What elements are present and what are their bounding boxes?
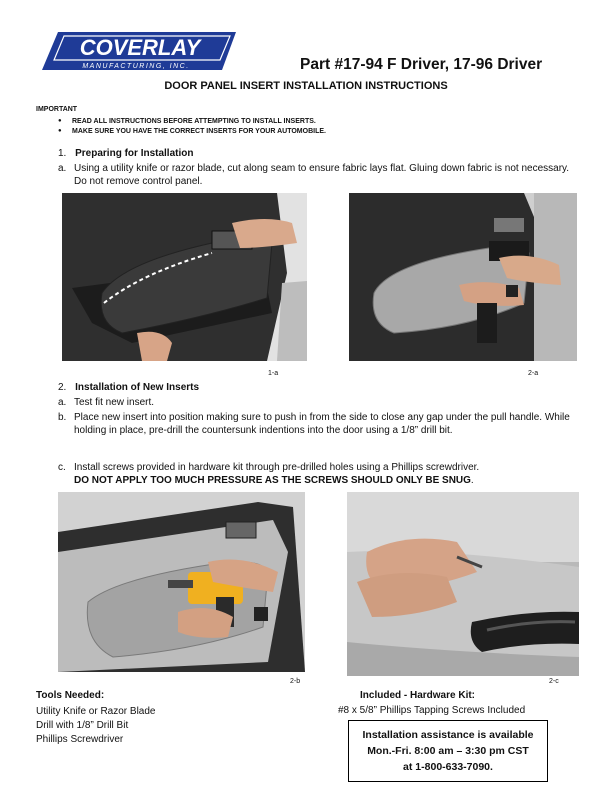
tool-item: Drill with 1/8” Drill Bit [36,720,129,731]
step-2a-text: Test fit new insert. [74,397,155,408]
step-2c-text [74,461,582,487]
caption-2a: 2-a [528,370,539,377]
photo-1a [62,193,307,361]
section-2-number: 2. [58,382,67,393]
photo-2c [347,492,579,676]
step-2c-text-main: Install screws provided in hardware kit through pre-drilled holes using a Phillips screwdriver. [74,462,480,473]
coverlay-logo-graphic [40,30,236,74]
step-2c-warning-end: . [470,475,474,486]
step-2b-text: Place new insert into position making sure to push in from the side to close any gap under the pull handle. While holding in place, pre-drill the countersunk indentions into the door using a 1/8” drill bit. [74,412,570,436]
important-list [58,118,326,138]
tool-item: Phillips Screwdriver [36,734,124,745]
assistance-line-1: Installation assistance is available [362,729,534,741]
step-2c-warning: DO NOT APPLY TOO MUCH PRESSURE AS THE SCREWS SHOULD ONLY BE SNUG [74,475,471,486]
step-1a-marker: a. [58,163,67,174]
tool-item: Utility Knife or Razor Blade [36,706,156,717]
tools-heading: Tools Needed: [36,690,105,701]
step-2b-marker: b. [58,412,67,423]
assistance-phone: at 1-800-633-7090. [403,761,493,773]
section-2-title: Installation of New Inserts [75,382,200,393]
step-1a-text: Using a utility knife or razor blade, cut along seam to ensure fabric lays flat. Gluing down fabric is not necessary. Do not remove control panel. [74,163,570,187]
installation-assistance-box [348,720,548,782]
section-1-number: 1. [58,148,67,159]
important-item: ● READ ALL INSTRUCTIONS BEFORE ATTEMPTING TO INSTALL INSERTS. [58,118,326,125]
document-subtitle: DOOR PANEL INSERT INSTALLATION INSTRUCTIONS [164,80,448,92]
important-heading: IMPORTANT [36,106,78,113]
caption-2b: 2-b [290,678,301,685]
tools-list [36,705,156,747]
caption-2c: 2-c [549,678,559,685]
important-item: ● MAKE SURE YOU HAVE THE CORRECT INSERTS FOR YOUR AUTOMOBILE. [58,128,326,135]
section-2-heading [58,382,199,393]
logo-text: COVERLAY [79,35,201,60]
caption-1a: 1-a [268,370,279,377]
photo-2b [58,492,305,672]
step-2a-marker: a. [58,397,67,408]
section-1-heading [58,148,193,159]
coverlay-logo [40,30,236,74]
assistance-hours: Mon.-Fri. 8:00 am – 3:30 pm CST [367,745,529,757]
photo-2a [349,193,577,361]
section-1-title: Preparing for Installation [75,148,194,159]
hardware-kit-heading: Included - Hardware Kit: [360,690,476,701]
part-title: Part #17-94 F Driver, 17-96 Driver [300,56,543,73]
hardware-kit-text: #8 x 5/8” Phillips Tapping Screws Included [338,705,526,716]
logo-subtext: MANUFACTURING, INC. [82,63,190,70]
step-2c-marker: c. [58,462,66,473]
